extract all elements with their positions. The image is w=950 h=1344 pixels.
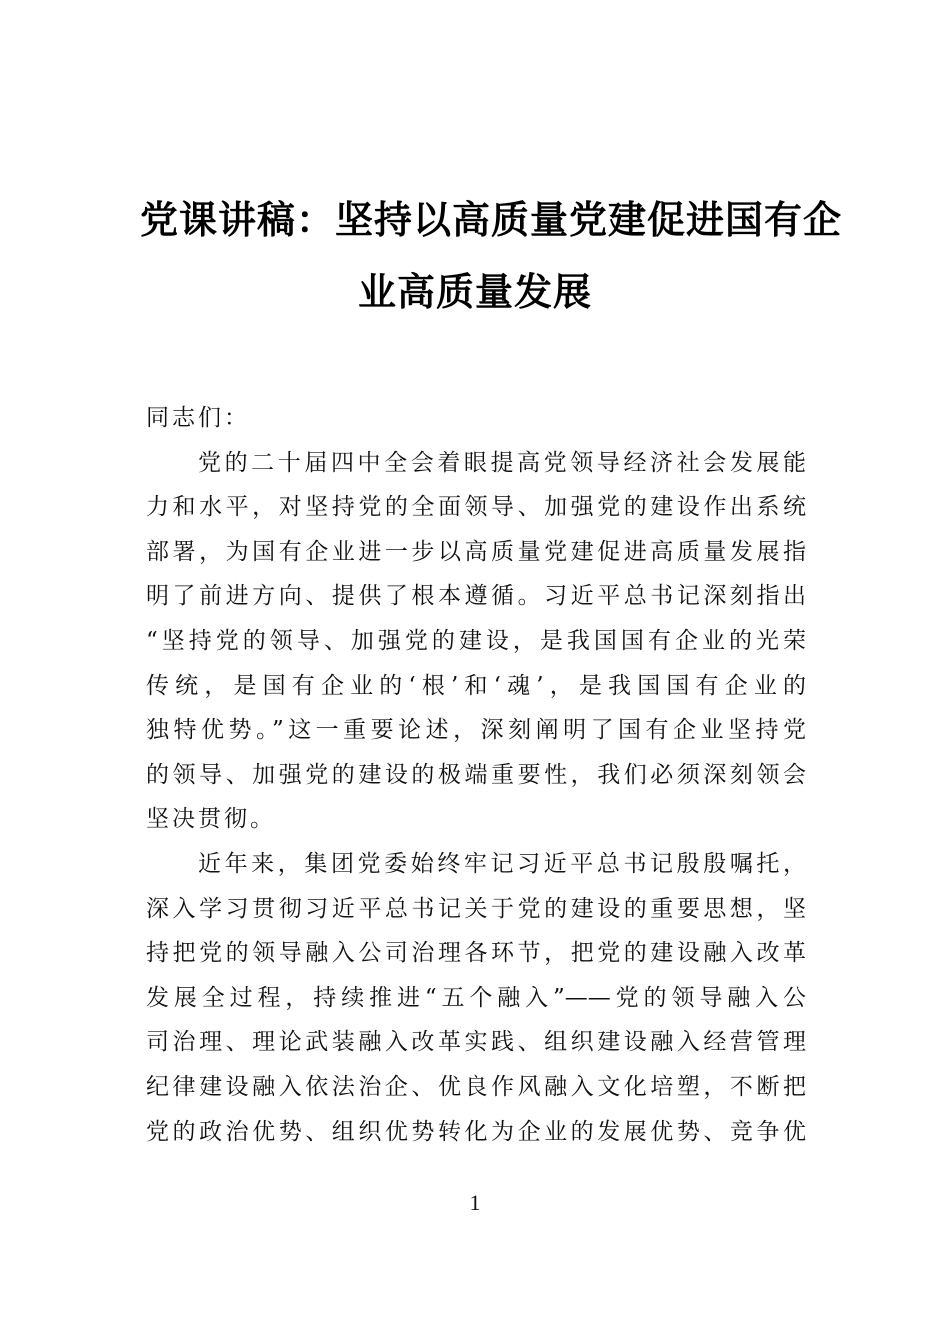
- document-title: [140, 184, 843, 328]
- paragraph-line: 纪律建设融入依法治企、优良作风融入文化培塑，不断把: [146, 1073, 806, 1100]
- paragraph-line: 传统，是国有企业的‘根’和‘魂’，是我国国有企业的: [146, 672, 806, 699]
- paragraph-line: 明了前进方向、提供了根本遵循。习近平总书记深刻指出: [146, 583, 806, 610]
- paragraph-line: 深入学习贯彻习近平总书记关于党的建设的重要思想，坚: [146, 895, 806, 922]
- paragraph-line: 持把党的领导融入公司治理各环节，把党的建设融入改革: [146, 940, 806, 967]
- paragraph-line: 党的二十届四中全会着眼提高党领导经济社会发展能: [198, 449, 806, 476]
- paragraph-line: 近年来，集团党委始终牢记习近平总书记殷殷嘱托，: [198, 850, 806, 877]
- paragraph-line: 部署，为国有企业进一步以高质量党建促进高质量发展指: [146, 538, 806, 565]
- paragraph: [146, 441, 806, 842]
- paragraph-line: 坚决贯彻。: [146, 806, 276, 833]
- paragraph-line: 司治理、理论武装融入改革实践、组织建设融入经营管理: [146, 1029, 806, 1056]
- document-body: [146, 396, 806, 1154]
- paragraph: [146, 842, 806, 1154]
- paragraph-line: “坚持党的领导、加强党的建设，是我国国有企业的光荣: [146, 627, 806, 654]
- page-number: 1: [469, 1190, 481, 1215]
- title-line: 业高质量发展: [357, 269, 592, 314]
- paragraph-line: 力和水平，对坚持党的全面领导、加强党的建设作出系统: [146, 494, 806, 521]
- salutation: 同志们：: [146, 405, 250, 431]
- paragraph-line: 发展全过程，持续推进“五个融入”——党的领导融入公: [146, 984, 806, 1011]
- paragraph-line: 党的政治优势、组织优势转化为企业的发展优势、竞争优: [146, 1118, 806, 1145]
- paragraph-line: 的领导、加强党的建设的极端重要性，我们必须深刻领会: [146, 761, 806, 788]
- paragraph-line: 独特优势。”这一重要论述，深刻阐明了国有企业坚持党: [146, 717, 806, 744]
- title-line: 党课讲稿：坚持以高质量党建促进国有企: [140, 197, 843, 242]
